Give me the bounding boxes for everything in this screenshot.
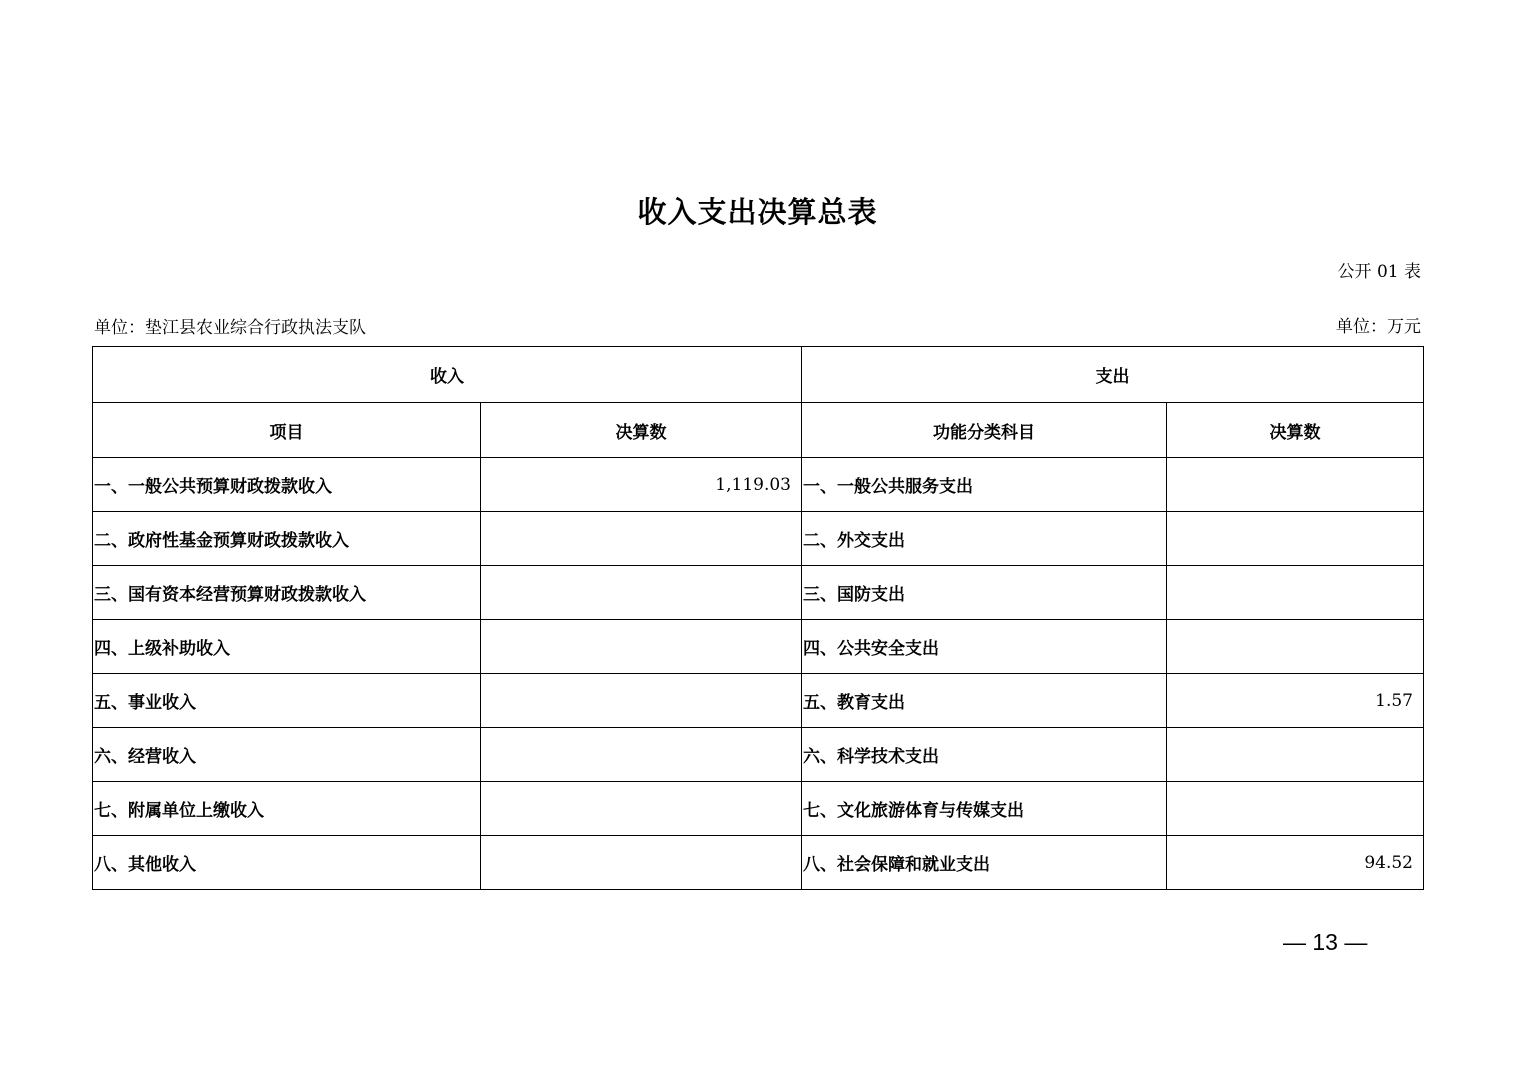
page-number: — 13 — xyxy=(1283,929,1368,955)
unit-organization: 单位：垫江县农业综合行政执法支队 xyxy=(94,318,366,338)
expense-amount-cell xyxy=(1167,782,1424,836)
income-amount-cell xyxy=(481,620,802,674)
expense-item-cell: 四、公共安全支出 xyxy=(802,620,1167,674)
income-item-cell: 三、国有资本经营预算财政拨款收入 xyxy=(93,566,481,620)
income-amount-header: 决算数 xyxy=(481,403,802,458)
income-amount-cell xyxy=(481,782,802,836)
expense-group-header: 支出 xyxy=(802,347,1424,403)
form-code: 公开 01 表 xyxy=(1337,262,1421,282)
income-item-cell: 一、一般公共预算财政拨款收入 xyxy=(93,458,481,512)
table-row xyxy=(93,782,1424,836)
expense-item-cell: 七、文化旅游体育与传媒支出 xyxy=(802,782,1167,836)
expense-item-header: 功能分类科目 xyxy=(802,403,1167,458)
document-title: 收入支出决算总表 xyxy=(637,195,878,229)
expense-amount-cell xyxy=(1167,728,1424,782)
income-amount-cell xyxy=(481,728,802,782)
expense-amount-header: 决算数 xyxy=(1167,403,1424,458)
group-header-row xyxy=(93,347,1424,403)
table-row xyxy=(93,620,1424,674)
budget-table xyxy=(92,346,1424,890)
expense-amount-cell xyxy=(1167,566,1424,620)
income-item-cell: 五、事业收入 xyxy=(93,674,481,728)
income-amount-cell: 1,119.03 xyxy=(481,458,802,512)
expense-item-cell: 六、科学技术支出 xyxy=(802,728,1167,782)
expense-amount-cell xyxy=(1167,458,1424,512)
income-item-header: 项目 xyxy=(93,403,481,458)
income-amount-cell xyxy=(481,566,802,620)
income-item-cell: 四、上级补助收入 xyxy=(93,620,481,674)
income-amount-cell xyxy=(481,674,802,728)
table-row xyxy=(93,836,1424,890)
income-amount-cell xyxy=(481,836,802,890)
column-header-row xyxy=(93,403,1424,458)
expense-item-cell: 二、外交支出 xyxy=(802,512,1167,566)
expense-item-cell: 五、教育支出 xyxy=(802,674,1167,728)
expense-amount-cell: 94.52 xyxy=(1167,836,1424,890)
income-item-cell: 七、附属单位上缴收入 xyxy=(93,782,481,836)
table-row xyxy=(93,674,1424,728)
expense-amount-cell xyxy=(1167,512,1424,566)
income-group-header: 收入 xyxy=(93,347,802,403)
table-row xyxy=(93,512,1424,566)
income-item-cell: 六、经营收入 xyxy=(93,728,481,782)
table-row xyxy=(93,728,1424,782)
expense-item-cell: 一、一般公共服务支出 xyxy=(802,458,1167,512)
table-row xyxy=(93,458,1424,512)
table-row xyxy=(93,566,1424,620)
income-amount-cell xyxy=(481,512,802,566)
income-item-cell: 二、政府性基金预算财政拨款收入 xyxy=(93,512,481,566)
unit-currency: 单位：万元 xyxy=(1336,317,1421,337)
income-item-cell: 八、其他收入 xyxy=(93,836,481,890)
expense-amount-cell: 1.57 xyxy=(1167,674,1424,728)
expense-item-cell: 八、社会保障和就业支出 xyxy=(802,836,1167,890)
expense-item-cell: 三、国防支出 xyxy=(802,566,1167,620)
expense-amount-cell xyxy=(1167,620,1424,674)
